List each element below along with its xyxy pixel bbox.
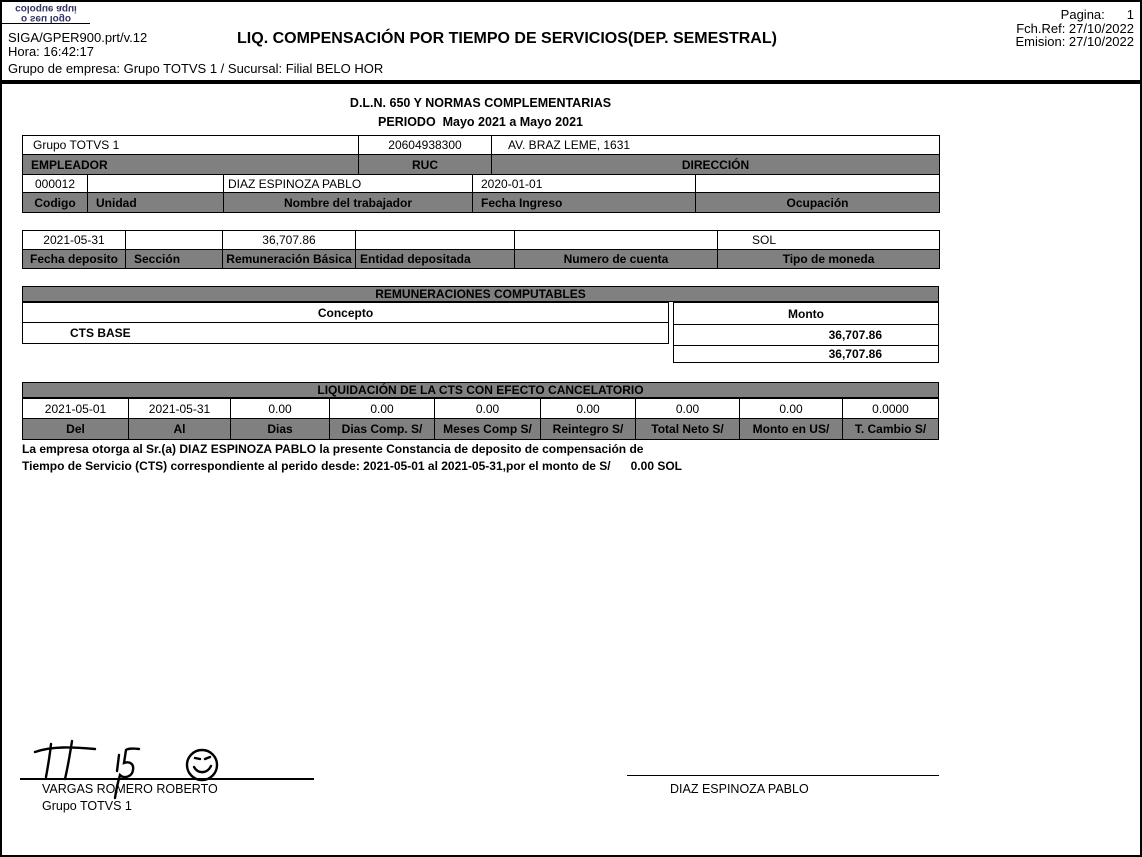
report-program: SIGA/GPER900.prt/v.12 [8, 30, 148, 45]
monto-total-cell: 36,707.86 [674, 346, 939, 363]
liq-meses-comp-value-cell: 0.00 [435, 399, 541, 419]
worker-table [22, 174, 940, 213]
remuneracion-basica-value-cell: 36,707.86 [223, 231, 356, 250]
ruc-value-cell: 20604938300 [359, 136, 492, 155]
liquidacion-table [22, 398, 939, 440]
direccion-value-cell: AV. BRAZ LEME, 1631 [492, 136, 940, 155]
fecha-ingreso-header-cell: Fecha Ingreso [473, 193, 696, 213]
liq-reintegro-value-cell: 0.00 [541, 399, 636, 419]
concepto-header-cell: Concepto [23, 303, 669, 323]
report-time: Hora: 16:42:17 [8, 44, 95, 59]
ocupacion-value-cell [696, 175, 940, 193]
worker-name-header-cell: Nombre del trabajador [224, 193, 473, 213]
fecha-deposito-header-cell: Fecha deposito [23, 250, 126, 269]
unidad-header-cell: Unidad [88, 193, 224, 213]
employer-header-cell: EMPLEADOR [23, 155, 359, 175]
page-number-label: Pagina: [1060, 7, 1105, 22]
logo-placeholder [2, 2, 90, 24]
unidad-value-cell [88, 175, 224, 193]
remuneraciones-title: REMUNERACIONES COMPUTABLES [22, 286, 939, 302]
remuneraciones-monto-box [673, 302, 939, 363]
fecha-deposito-value-cell: 2021-05-31 [23, 231, 126, 250]
liq-monto-us-header-cell: Monto en US/ [740, 419, 843, 440]
liq-meses-comp-header-cell: Meses Comp S/ [435, 419, 541, 440]
employer-table [22, 135, 940, 175]
remuneracion-basica-header-cell: Remuneración Básica [223, 250, 356, 269]
liq-reintegro-header-cell: Reintegro S/ [541, 419, 636, 440]
signature-line-left [20, 778, 314, 780]
legal-reference: D.L.N. 650 Y NORMAS COMPLEMENTARIAS [349, 96, 612, 110]
liquidacion-title: LIQUIDACIÓN DE LA CTS CON EFECTO CANCELATORIO [22, 382, 939, 398]
remuneraciones-concepto-box [22, 302, 669, 344]
reference-date: Fch.Ref: 27/10/2022 [1016, 20, 1134, 36]
moneda-value-cell: SOL [718, 231, 940, 250]
page-number-value: 1 [1126, 7, 1134, 22]
liq-total-neto-value-cell: 0.00 [636, 399, 740, 419]
logo-line-top: coloque aqui [15, 2, 77, 14]
liq-dias-value-cell: 0.00 [231, 399, 330, 419]
monto-value-cell: 36,707.86 [674, 325, 939, 346]
liq-tcambio-value-cell: 0.0000 [843, 399, 939, 419]
period-line: PERIODO Mayo 2021 a Mayo 2021 [378, 115, 583, 129]
moneda-header-cell: Tipo de moneda [718, 250, 940, 269]
liq-al-value-cell: 2021-05-31 [129, 399, 231, 419]
constancia-line-2: Tiempo de Servicio (CTS) correspondiente al perido desde: 2021-05-01 al 2021-05-31,por el monto de S/ 0.00 SOL [22, 459, 682, 473]
seccion-header-cell: Sección [126, 250, 223, 269]
liq-total-neto-header-cell: Total Neto S/ [636, 419, 740, 440]
liq-tcambio-header-cell: T. Cambio S/ [843, 419, 939, 440]
monto-header-cell: Monto [674, 303, 939, 325]
header-right-block [1015, 8, 1134, 49]
direccion-header-cell: DIRECCIÓN [492, 155, 940, 175]
concepto-value-cell: CTS BASE [23, 323, 669, 344]
logo-line-bottom: o seu logo [20, 12, 71, 24]
emission-date: Emision: 27/10/2022 [1015, 34, 1134, 49]
page-number-line [1015, 8, 1134, 22]
deposit-table [22, 230, 940, 269]
codigo-value-cell: 000012 [23, 175, 88, 193]
liq-del-value-cell: 2021-05-01 [23, 399, 129, 419]
liq-dias-comp-header-cell: Dias Comp. S/ [330, 419, 435, 440]
signer-name-left: VARGAS ROMERO ROBERTO [42, 782, 218, 796]
ocupacion-header-cell: Ocupación [696, 193, 940, 213]
liq-del-header-cell: Del [23, 419, 129, 440]
header-divider [2, 80, 1140, 84]
liq-dias-header-cell: Dias [231, 419, 330, 440]
signer-name-right: DIAZ ESPINOZA PABLO [670, 782, 809, 796]
numero-cuenta-header-cell: Numero de cuenta [515, 250, 718, 269]
seccion-value-cell [126, 231, 223, 250]
fecha-ingreso-value-cell: 2020-01-01 [473, 175, 696, 193]
liq-al-header-cell: Al [129, 419, 231, 440]
entidad-header-cell: Entidad depositada [356, 250, 515, 269]
company-group-line: Grupo de empresa: Grupo TOTVS 1 / Sucursal: Filial BELO HOR [8, 61, 384, 76]
signature-line-right [627, 775, 939, 776]
employer-name-cell: Grupo TOTVS 1 [23, 136, 359, 155]
liq-monto-us-value-cell: 0.00 [740, 399, 843, 419]
signer-company-left: Grupo TOTVS 1 [42, 799, 132, 813]
entidad-value-cell [356, 231, 515, 250]
ruc-header-cell: RUC [359, 155, 492, 175]
worker-name-cell: DIAZ ESPINOZA PABLO [224, 175, 473, 193]
report-title: LIQ. COMPENSACIÓN POR TIEMPO DE SERVICIOS(DEP. SEMESTRAL) [237, 30, 777, 47]
codigo-header-cell: Codigo [23, 193, 88, 213]
constancia-line-1: La empresa otorga al Sr.(a) DIAZ ESPINOZA PABLO la presente Constancia de deposito de compensación de [22, 442, 644, 456]
logo-placeholder-text [15, 3, 77, 23]
numero-cuenta-value-cell [515, 231, 718, 250]
liq-dias-comp-value-cell: 0.00 [330, 399, 435, 419]
